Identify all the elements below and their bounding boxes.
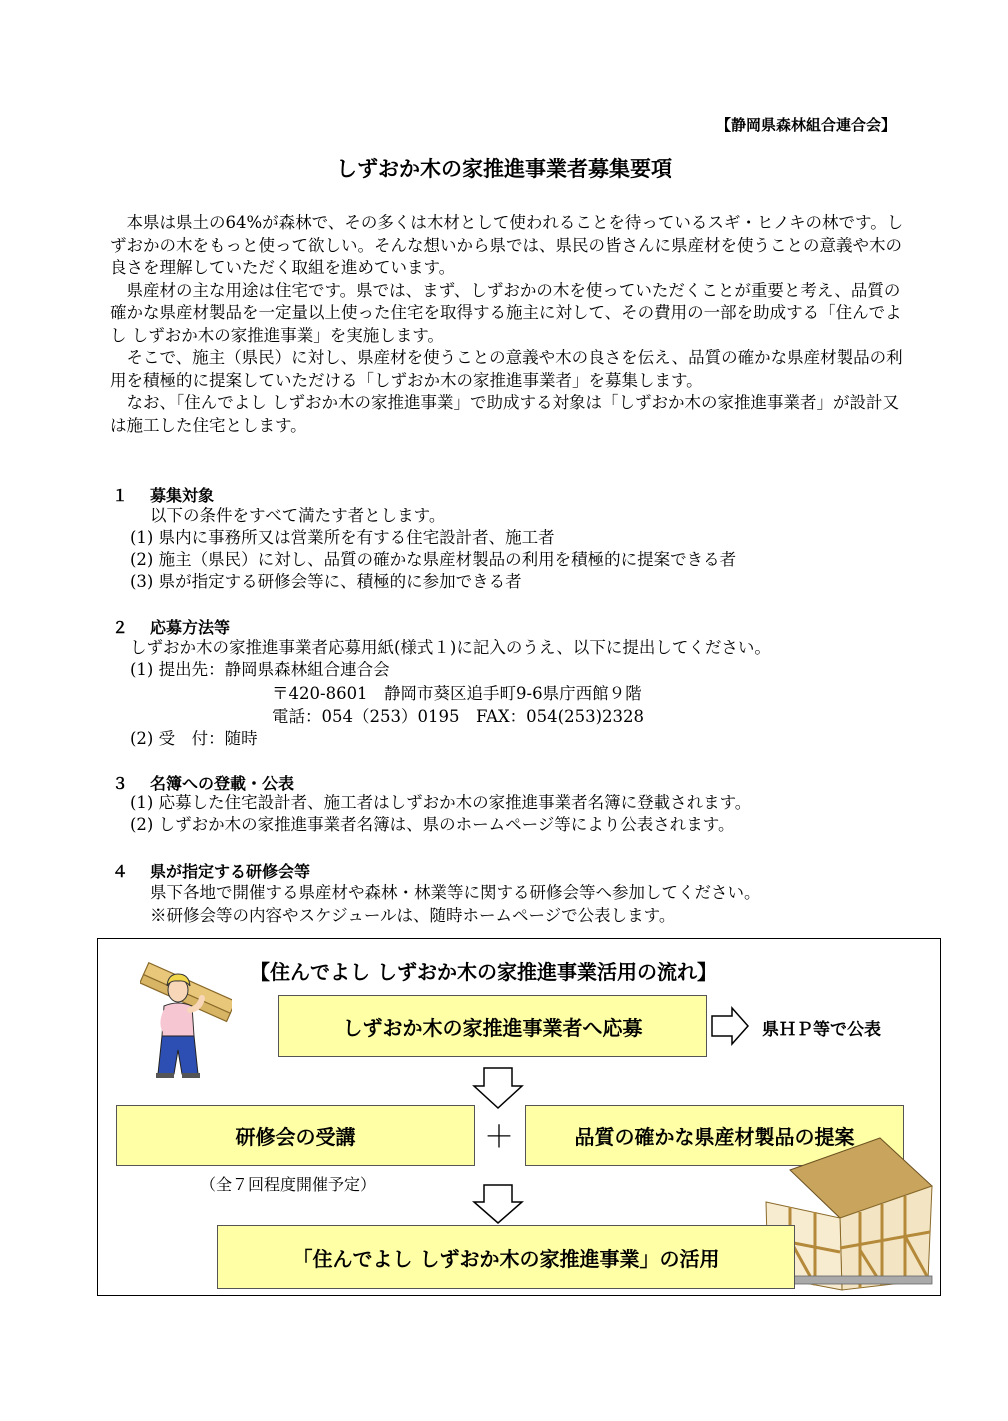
training-note: （全７回程度開催予定） bbox=[200, 1175, 377, 1194]
section-line: (2) しずおか木の家推進事業者名簿は、県のホームページ等により公表されます。 bbox=[130, 815, 735, 834]
section-line: (2) 受 付：随時 bbox=[130, 729, 258, 748]
right-arrow-icon bbox=[710, 1006, 750, 1046]
section-line: (1) 応募した住宅設計者、施工者はしずおか木の家推進事業者名簿に登載されます。 bbox=[130, 793, 752, 812]
section-line: 以下の条件をすべて満たす者とします。 bbox=[150, 506, 446, 525]
intro-paragraph: 本県は県土の64%が森林で、その多くは木材として使われることを待っているスギ・ヒノキの林です。しずおかの木をもっと使って欲しい。そんな想いから県では、県民の皆さんに県産材を使うことの意義や木の良さを理解していただく取組を進めています。 bbox=[110, 213, 904, 277]
proposal-step-box: 品質の確かな県産材製品の提案 bbox=[525, 1105, 904, 1166]
section-heading-2 bbox=[112, 615, 230, 638]
organization-name: 【静岡県森林組合連合会】 bbox=[715, 116, 896, 134]
section-number: ２ bbox=[112, 618, 129, 637]
section-title: 県が指定する研修会等 bbox=[150, 862, 311, 881]
section-line: 〒420-8601 静岡市葵区追手町9-6県庁西館９階 bbox=[272, 684, 642, 703]
intro-paragraph: 県産材の主な用途は住宅です。県では、まず、しずおかの木を使っていただくことが重要と考え、品質の確かな県産材製品を一定量以上使った住宅を取得する施主に対して、その費用の一部を助成する「住んでよし しずおか木の家推進事業」を実施します。 bbox=[110, 280, 902, 345]
section-line: 電話：054（253）0195 FAX：054(253)2328 bbox=[272, 707, 645, 726]
section-number: ４ bbox=[112, 862, 129, 881]
intro-paragraph: そこで、施主（県民）に対し、県産材を使うことの意義や木の良さを伝え、品質の確かな県産材製品の利用を積極的に提案していただける「しずおか木の家推進事業者」を募集します。 bbox=[110, 348, 903, 390]
plus-sign: ＋ bbox=[484, 1120, 514, 1155]
section-line: ※研修会等の内容やスケジュールは、随時ホームページで公表します。 bbox=[150, 906, 676, 925]
section-line: しずおか木の家推進事業者応募用紙(様式１)に記入のうえ、以下に提出してください。 bbox=[130, 638, 771, 657]
section-title: 募集対象 bbox=[150, 486, 215, 505]
section-title: 名簿への登載・公表 bbox=[150, 774, 295, 793]
section-line: (1) 提出先：静岡県森林組合連合会 bbox=[130, 660, 390, 679]
training-step-box: 研修会の受講 bbox=[116, 1105, 475, 1166]
person-carrying-lumber-icon bbox=[140, 962, 232, 1080]
section-line: (1) 県内に事務所又は営業所を有する住宅設計者、施工者 bbox=[130, 528, 555, 547]
section-heading-3 bbox=[112, 771, 294, 794]
intro-paragraph: なお、「住んでよし しずおか木の家推進事業」で助成する対象は「しずおか木の家推進事業者」が設計又は施工した住宅とします。 bbox=[110, 393, 899, 435]
intro-text bbox=[110, 212, 910, 437]
flow-title: 【住んでよし しずおか木の家推進事業活用の流れ】 bbox=[250, 960, 717, 984]
section-heading-4 bbox=[112, 859, 310, 882]
section-number: ３ bbox=[112, 774, 129, 793]
section-number: １ bbox=[112, 486, 129, 505]
section-line: (3) 県が指定する研修会等に、積極的に参加できる者 bbox=[130, 572, 522, 591]
section-heading-1 bbox=[112, 483, 214, 506]
section-title: 応募方法等 bbox=[150, 618, 231, 637]
section-line: 県下各地で開催する県産材や森林・林業等に関する研修会等へ参加してください。 bbox=[150, 883, 761, 902]
program-use-step-box: 「住んでよし しずおか木の家推進事業」の活用 bbox=[217, 1225, 795, 1289]
down-arrow-icon bbox=[472, 1183, 524, 1225]
page-title: しずおか木の家推進事業者募集要項 bbox=[336, 157, 672, 181]
publish-note: 県ＨＰ等で公表 bbox=[762, 1020, 881, 1040]
section-line: (2) 施主（県民）に対し、品質の確かな県産材製品の利用を積極的に提案できる者 bbox=[130, 550, 737, 569]
down-arrow-icon bbox=[472, 1066, 524, 1110]
apply-step-box: しずおか木の家推進事業者へ応募 bbox=[278, 995, 707, 1057]
